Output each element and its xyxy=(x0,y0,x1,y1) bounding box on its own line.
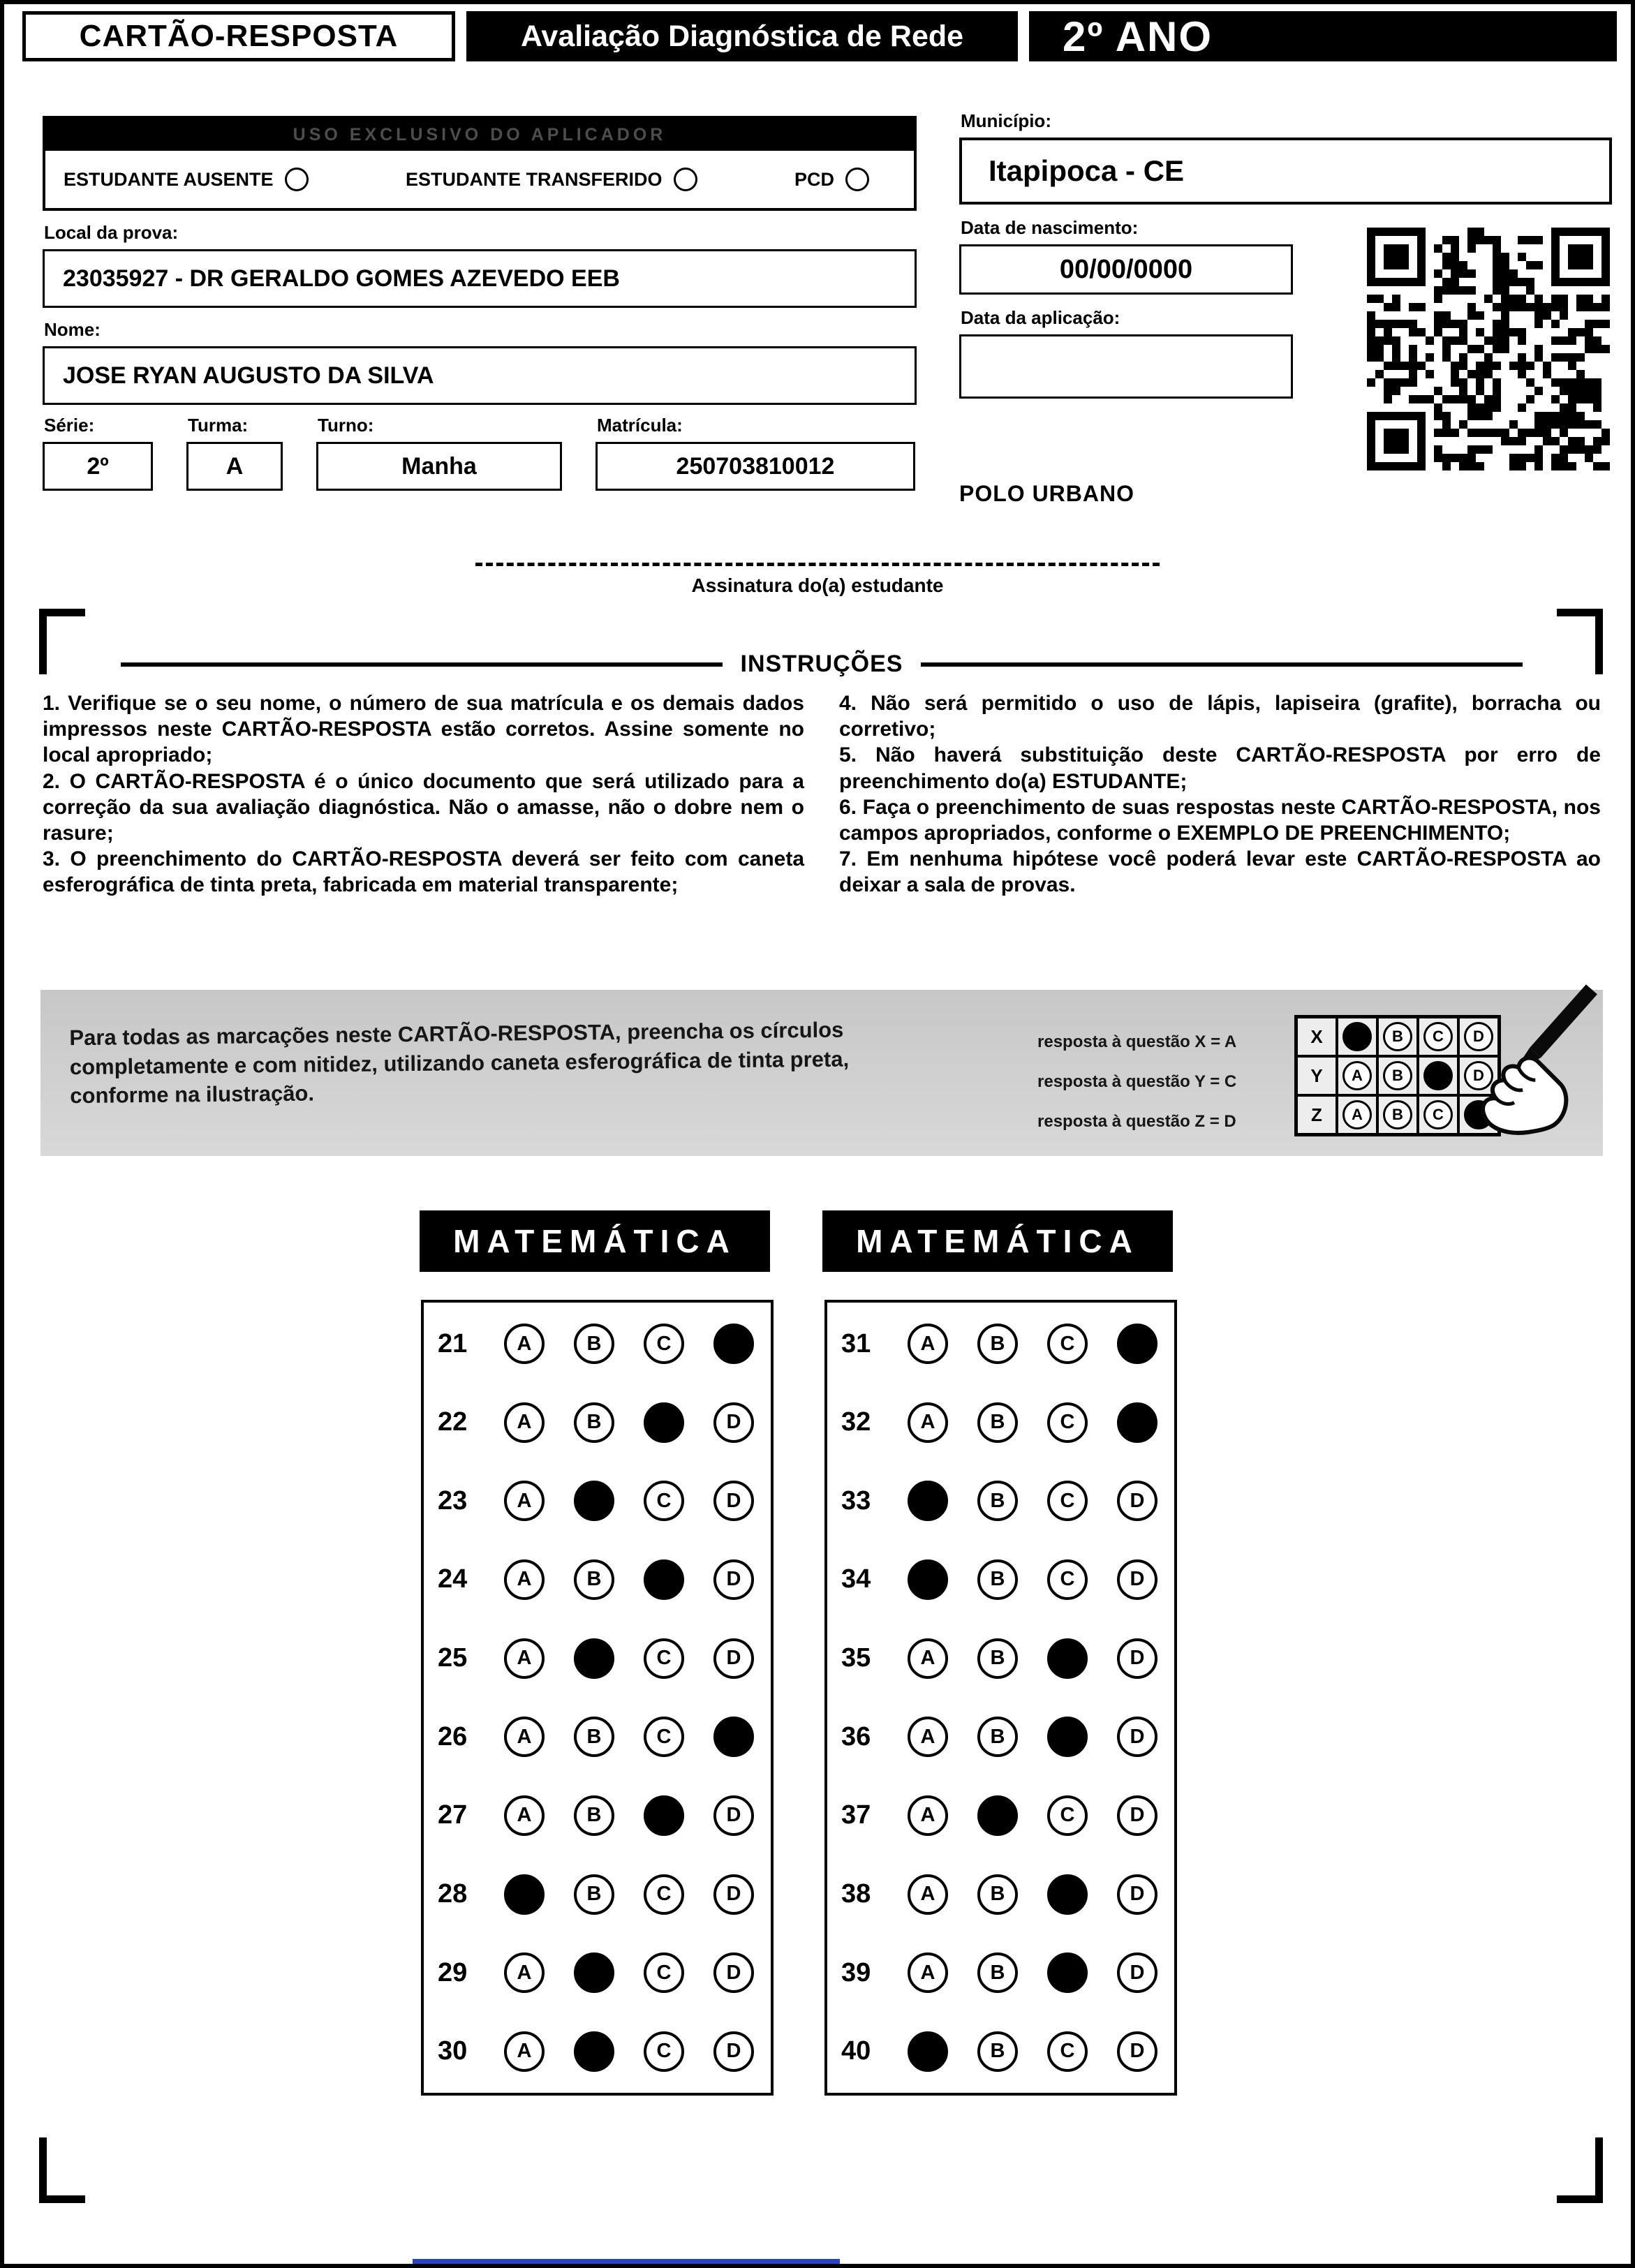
question-row-28 xyxy=(438,1874,754,1915)
answer-bubble-35-D[interactable]: D xyxy=(1117,1638,1157,1679)
nascimento-label: Data de nascimento: xyxy=(961,217,1139,238)
answer-bubble-39-A[interactable]: A xyxy=(908,1952,948,1993)
question-number: 31 xyxy=(841,1328,871,1358)
answer-bubble-38-A[interactable]: A xyxy=(908,1874,948,1915)
status-option-estudante-transferido xyxy=(406,168,697,191)
status-option-label: ESTUDANTE TRANSFERIDO xyxy=(406,168,663,190)
status-option-circle-estudante-transferido[interactable] xyxy=(674,168,697,191)
fill-example-text: Para todas as marcações neste CARTÃO-RESPOSTA, preencha os círculos completamente e com nitidez, utilizando caneta esferográfica de tinta preta, conforme na ilustração. xyxy=(69,1017,850,1109)
aplicador-bar: USO EXCLUSIVO DO APLICADOR xyxy=(45,119,914,151)
fill-example-band xyxy=(40,990,1603,1156)
answer-bubble-29-B[interactable] xyxy=(574,1952,614,1993)
form-subtitle: Avaliação Diagnóstica de Rede xyxy=(466,11,1018,61)
instructions-columns xyxy=(43,690,1601,898)
answer-bubble-23-C[interactable]: C xyxy=(644,1481,684,1521)
status-options-row xyxy=(45,151,914,208)
instructions-title-row xyxy=(43,651,1601,678)
turma-group xyxy=(186,405,283,491)
fill-example-cell xyxy=(1377,1095,1418,1134)
answer-bubble-22-B[interactable]: B xyxy=(574,1402,614,1443)
turno-group xyxy=(316,405,562,491)
answer-bubble-32-D[interactable] xyxy=(1117,1402,1157,1443)
answer-bubble-23-A[interactable]: A xyxy=(504,1481,545,1521)
status-box xyxy=(43,116,917,211)
question-row-32 xyxy=(841,1402,1157,1443)
question-number: 38 xyxy=(841,1879,871,1909)
answer-bubble-31-A[interactable]: A xyxy=(908,1324,948,1364)
example-bubble-Z-B: B xyxy=(1383,1100,1412,1129)
turma-label: Turma: xyxy=(188,415,249,436)
section-header-matematica-2: MATEMÁTICA xyxy=(822,1210,1173,1272)
answer-bubble-32-C[interactable]: C xyxy=(1047,1402,1088,1443)
matricula-group xyxy=(595,405,915,491)
question-row-27 xyxy=(438,1795,754,1836)
turno-value: Manha xyxy=(316,442,562,491)
answer-bubble-36-A[interactable]: A xyxy=(908,1717,948,1757)
answer-bubble-27-B[interactable]: B xyxy=(574,1795,614,1836)
answer-bubble-21-B[interactable]: B xyxy=(574,1324,614,1364)
example-bubble-X-B: B xyxy=(1383,1022,1412,1051)
instructions-section xyxy=(43,651,1601,898)
answer-bubble-33-A[interactable] xyxy=(908,1481,948,1521)
answer-bubble-32-A[interactable]: A xyxy=(908,1402,948,1443)
question-number: 32 xyxy=(841,1407,871,1437)
serie-label: Série: xyxy=(44,415,95,436)
status-option-circle-estudante-ausente[interactable] xyxy=(285,168,309,191)
fill-example-cell xyxy=(1337,1056,1377,1095)
header xyxy=(22,11,1617,61)
question-number: 33 xyxy=(841,1485,871,1515)
hand-pen-illustration xyxy=(1423,966,1599,1142)
answer-bubble-29-D[interactable]: D xyxy=(713,1952,754,1993)
serie-value: 2º xyxy=(43,442,153,491)
answer-bubble-39-B[interactable]: B xyxy=(977,1952,1018,1993)
answer-bubble-39-C[interactable] xyxy=(1047,1952,1088,1993)
answer-bubble-23-D[interactable]: D xyxy=(713,1481,754,1521)
municipio-label: Município: xyxy=(961,110,1051,131)
question-number: 35 xyxy=(841,1643,871,1673)
instruction-item: 1. Verifique se o seu nome, o número de sua matrícula e os demais dados impressos neste CARTÃO-RESPOSTA estão corretos. Assine somente no local apropriado; xyxy=(43,692,804,767)
question-number: 40 xyxy=(841,2036,871,2066)
form-title: CARTÃO-RESPOSTA xyxy=(22,11,455,61)
answer-bubble-40-D[interactable]: D xyxy=(1117,2031,1157,2072)
instructions-right-column xyxy=(839,690,1601,898)
question-number: 27 xyxy=(438,1800,468,1830)
question-row-36 xyxy=(841,1717,1157,1757)
aplicacao-value xyxy=(959,334,1293,399)
answer-bubble-35-C[interactable] xyxy=(1047,1638,1088,1679)
answer-bubble-37-C[interactable]: C xyxy=(1047,1795,1088,1836)
status-option-pcd xyxy=(794,168,869,191)
question-row-37 xyxy=(841,1795,1157,1836)
answer-bubble-26-D[interactable] xyxy=(713,1717,754,1757)
answer-bubble-34-A[interactable] xyxy=(908,1559,948,1600)
question-row-29 xyxy=(438,1952,754,1993)
answer-bubble-30-C[interactable]: C xyxy=(644,2031,684,2072)
answer-bubble-38-B[interactable]: B xyxy=(977,1874,1018,1915)
section-header-matematica-1: MATEMÁTICA xyxy=(420,1210,770,1272)
answer-bubble-26-B[interactable]: B xyxy=(574,1717,614,1757)
turno-label: Turno: xyxy=(318,415,374,436)
status-option-circle-pcd[interactable] xyxy=(845,168,869,191)
answer-bubble-33-D[interactable]: D xyxy=(1117,1481,1157,1521)
signature-area xyxy=(4,563,1631,597)
answer-bubble-40-A[interactable] xyxy=(908,2031,948,2072)
example-bubble-Y-B: B xyxy=(1383,1061,1412,1090)
question-number: 34 xyxy=(841,1564,871,1594)
answer-bubble-26-A[interactable]: A xyxy=(504,1717,545,1757)
signature-label: Assinatura do(a) estudante xyxy=(691,575,944,596)
signature-line[interactable] xyxy=(475,563,1160,566)
answer-bubble-38-C[interactable] xyxy=(1047,1874,1088,1915)
aplicacao-label: Data da aplicação: xyxy=(961,307,1120,328)
answer-bubble-29-C[interactable]: C xyxy=(644,1952,684,1993)
answer-bubble-28-D[interactable]: D xyxy=(713,1874,754,1915)
fill-example-legend-line: resposta à questão Y = C xyxy=(1037,1072,1237,1091)
bottom-blue-line xyxy=(413,2259,840,2267)
status-option-estudante-ausente xyxy=(64,168,309,191)
question-row-22 xyxy=(438,1402,754,1443)
example-bubble-Y-A: A xyxy=(1342,1061,1372,1090)
qr-code xyxy=(1367,228,1610,470)
example-bubble-Z-A: A xyxy=(1342,1100,1372,1129)
example-bubble-Y-D: D xyxy=(1464,1061,1493,1090)
instruction-item: 5. Não haverá substituição deste CARTÃO-RESPOSTA por erro de preenchimento do(a) ESTUDANTE; xyxy=(839,743,1601,793)
instructions-title: INSTRUÇÕES xyxy=(740,651,903,677)
instruction-item: 7. Em nenhuma hipótese você poderá levar este CARTÃO-RESPOSTA ao deixar a sala de provas. xyxy=(839,847,1601,897)
answer-bubble-28-C[interactable]: C xyxy=(644,1874,684,1915)
question-number: 22 xyxy=(438,1407,468,1437)
example-bubble-X-D: D xyxy=(1464,1022,1493,1051)
example-bubble-X-A xyxy=(1342,1022,1372,1051)
answer-bubble-32-B[interactable]: B xyxy=(977,1402,1018,1443)
question-number: 36 xyxy=(841,1721,871,1751)
answer-bubble-25-B[interactable] xyxy=(574,1638,614,1679)
answer-bubble-37-A[interactable]: A xyxy=(908,1795,948,1836)
question-row-40 xyxy=(841,2031,1157,2072)
instruction-item: 3. O preenchimento do CARTÃO-RESPOSTA deverá ser feito com caneta esferográfica de tinta preta, fabricada em material transparente; xyxy=(43,847,804,897)
question-number: 28 xyxy=(438,1879,468,1909)
instruction-item: 2. O CARTÃO-RESPOSTA é o único documento que será utilizado para a correção da sua avaliação diagnóstica. Não o amasse, não o dobre nem o rasure; xyxy=(43,769,804,845)
question-number: 29 xyxy=(438,1957,468,1987)
answer-bubble-31-B[interactable]: B xyxy=(977,1324,1018,1364)
fill-example-row-label: Z xyxy=(1296,1095,1337,1134)
corner-bracket-bottom-right xyxy=(1557,2137,1603,2203)
question-number: 25 xyxy=(438,1643,468,1673)
answer-bubble-30-B[interactable] xyxy=(574,2031,614,2072)
fill-example-cell xyxy=(1337,1095,1377,1134)
question-row-34 xyxy=(841,1559,1157,1600)
matricula-value: 250703810012 xyxy=(595,442,915,491)
answer-bubble-35-A[interactable]: A xyxy=(908,1638,948,1679)
answer-bubble-24-A[interactable]: A xyxy=(504,1559,545,1600)
answer-bubble-22-C[interactable] xyxy=(644,1402,684,1443)
answer-bubble-27-A[interactable]: A xyxy=(504,1795,545,1836)
fill-example-cell xyxy=(1377,1056,1418,1095)
answer-bubble-27-C[interactable] xyxy=(644,1795,684,1836)
answer-bubble-34-D[interactable]: D xyxy=(1117,1559,1157,1600)
answer-bubble-37-B[interactable] xyxy=(977,1795,1018,1836)
fill-example-legend xyxy=(1037,1022,1269,1156)
serie-group xyxy=(43,405,153,491)
answer-bubble-30-A[interactable]: A xyxy=(504,2031,545,2072)
answer-bubble-31-D[interactable] xyxy=(1117,1324,1157,1364)
local-value: 23035927 - DR GERALDO GOMES AZEVEDO EEB xyxy=(43,249,917,308)
grade-label: 2º ANO xyxy=(1029,11,1617,61)
instructions-divider-line xyxy=(921,662,1523,667)
answer-bubble-34-C[interactable]: C xyxy=(1047,1559,1088,1600)
answer-bubble-37-D[interactable]: D xyxy=(1117,1795,1157,1836)
fill-example-row-label: X xyxy=(1296,1017,1337,1056)
status-option-label: PCD xyxy=(794,168,834,190)
answer-bubble-28-A[interactable] xyxy=(504,1874,545,1915)
corner-bracket-bottom-left xyxy=(39,2137,85,2203)
answer-bubble-29-A[interactable]: A xyxy=(504,1952,545,1993)
example-bubble-Z-C: C xyxy=(1423,1100,1453,1129)
answer-bubble-40-C[interactable]: C xyxy=(1047,2031,1088,2072)
answer-grid-31-40 xyxy=(824,1300,1177,2096)
question-row-25 xyxy=(438,1638,754,1679)
answer-bubble-31-C[interactable]: C xyxy=(1047,1324,1088,1364)
question-row-26 xyxy=(438,1717,754,1757)
answer-bubble-24-B[interactable]: B xyxy=(574,1559,614,1600)
question-number: 26 xyxy=(438,1721,468,1751)
answer-bubble-24-C[interactable] xyxy=(644,1559,684,1600)
answer-bubble-36-D[interactable]: D xyxy=(1117,1717,1157,1757)
question-row-24 xyxy=(438,1559,754,1600)
question-row-39 xyxy=(841,1952,1157,1993)
question-number: 23 xyxy=(438,1485,468,1515)
instruction-item: 4. Não será permitido o uso de lápis, lapiseira (grafite), borracha ou corretivo; xyxy=(839,692,1601,741)
answer-bubble-36-B[interactable]: B xyxy=(977,1717,1018,1757)
answer-bubble-35-B[interactable]: B xyxy=(977,1638,1018,1679)
answer-bubble-23-B[interactable] xyxy=(574,1481,614,1521)
answer-bubble-30-D[interactable]: D xyxy=(713,2031,754,2072)
answer-bubble-22-A[interactable]: A xyxy=(504,1402,545,1443)
question-number: 39 xyxy=(841,1957,871,1987)
answer-bubble-21-D[interactable] xyxy=(713,1324,754,1364)
answer-bubble-25-D[interactable]: D xyxy=(713,1638,754,1679)
answer-bubble-24-D[interactable]: D xyxy=(713,1559,754,1600)
question-number: 30 xyxy=(438,2036,468,2066)
answer-bubble-33-B[interactable]: B xyxy=(977,1481,1018,1521)
question-row-21 xyxy=(438,1324,754,1364)
fill-example-cell xyxy=(1337,1017,1377,1056)
answer-bubble-26-C[interactable]: C xyxy=(644,1717,684,1757)
fill-example-legend-line: resposta à questão X = A xyxy=(1037,1032,1237,1051)
question-row-31 xyxy=(841,1324,1157,1364)
answer-bubble-25-C[interactable]: C xyxy=(644,1638,684,1679)
question-row-33 xyxy=(841,1481,1157,1521)
student-info-left xyxy=(43,116,917,491)
question-number: 37 xyxy=(841,1800,871,1830)
fill-example-legend-line: resposta à questão Z = D xyxy=(1037,1112,1236,1131)
answer-bubble-27-D[interactable]: D xyxy=(713,1795,754,1836)
local-label: Local da prova: xyxy=(44,222,179,243)
answer-bubble-38-D[interactable]: D xyxy=(1117,1874,1157,1915)
municipio-value: Itapipoca - CE xyxy=(959,138,1612,205)
nascimento-value: 00/00/0000 xyxy=(959,244,1293,295)
answer-bubble-36-C[interactable] xyxy=(1047,1717,1088,1757)
answer-bubble-21-A[interactable]: A xyxy=(504,1324,545,1364)
fill-example-cell xyxy=(1377,1017,1418,1056)
answer-bubble-34-B[interactable]: B xyxy=(977,1559,1018,1600)
turma-value: A xyxy=(186,442,283,491)
matricula-label: Matrícula: xyxy=(597,415,683,436)
answer-bubble-39-D[interactable]: D xyxy=(1117,1952,1157,1993)
question-row-23 xyxy=(438,1481,754,1521)
example-bubble-X-C: C xyxy=(1423,1022,1453,1051)
fields-row xyxy=(43,405,917,491)
question-row-38 xyxy=(841,1874,1157,1915)
question-number: 24 xyxy=(438,1564,468,1594)
answer-bubble-33-C[interactable]: C xyxy=(1047,1481,1088,1521)
answer-grid-21-30 xyxy=(421,1300,774,2096)
question-row-35 xyxy=(841,1638,1157,1679)
instructions-left-column xyxy=(43,690,804,898)
instructions-divider-line xyxy=(121,662,723,667)
answer-bubble-22-D[interactable]: D xyxy=(713,1402,754,1443)
answer-bubble-25-A[interactable]: A xyxy=(504,1638,545,1679)
nome-label: Nome: xyxy=(44,319,101,340)
nome-value: JOSE RYAN AUGUSTO DA SILVA xyxy=(43,346,917,405)
polo-label: POLO URBANO xyxy=(959,481,1134,506)
fill-example-row-label: Y xyxy=(1296,1056,1337,1095)
question-number: 21 xyxy=(438,1328,468,1358)
instruction-item: 6. Faça o preenchimento de suas respostas neste CARTÃO-RESPOSTA, nos campos apropriados, conforme o EXEMPLO DE PREENCHIMENTO; xyxy=(839,795,1601,845)
answer-bubble-40-B[interactable]: B xyxy=(977,2031,1018,2072)
answer-bubble-28-B[interactable]: B xyxy=(574,1874,614,1915)
answer-bubble-21-C[interactable]: C xyxy=(644,1324,684,1364)
status-option-label: ESTUDANTE AUSENTE xyxy=(64,168,274,190)
question-row-30 xyxy=(438,2031,754,2072)
